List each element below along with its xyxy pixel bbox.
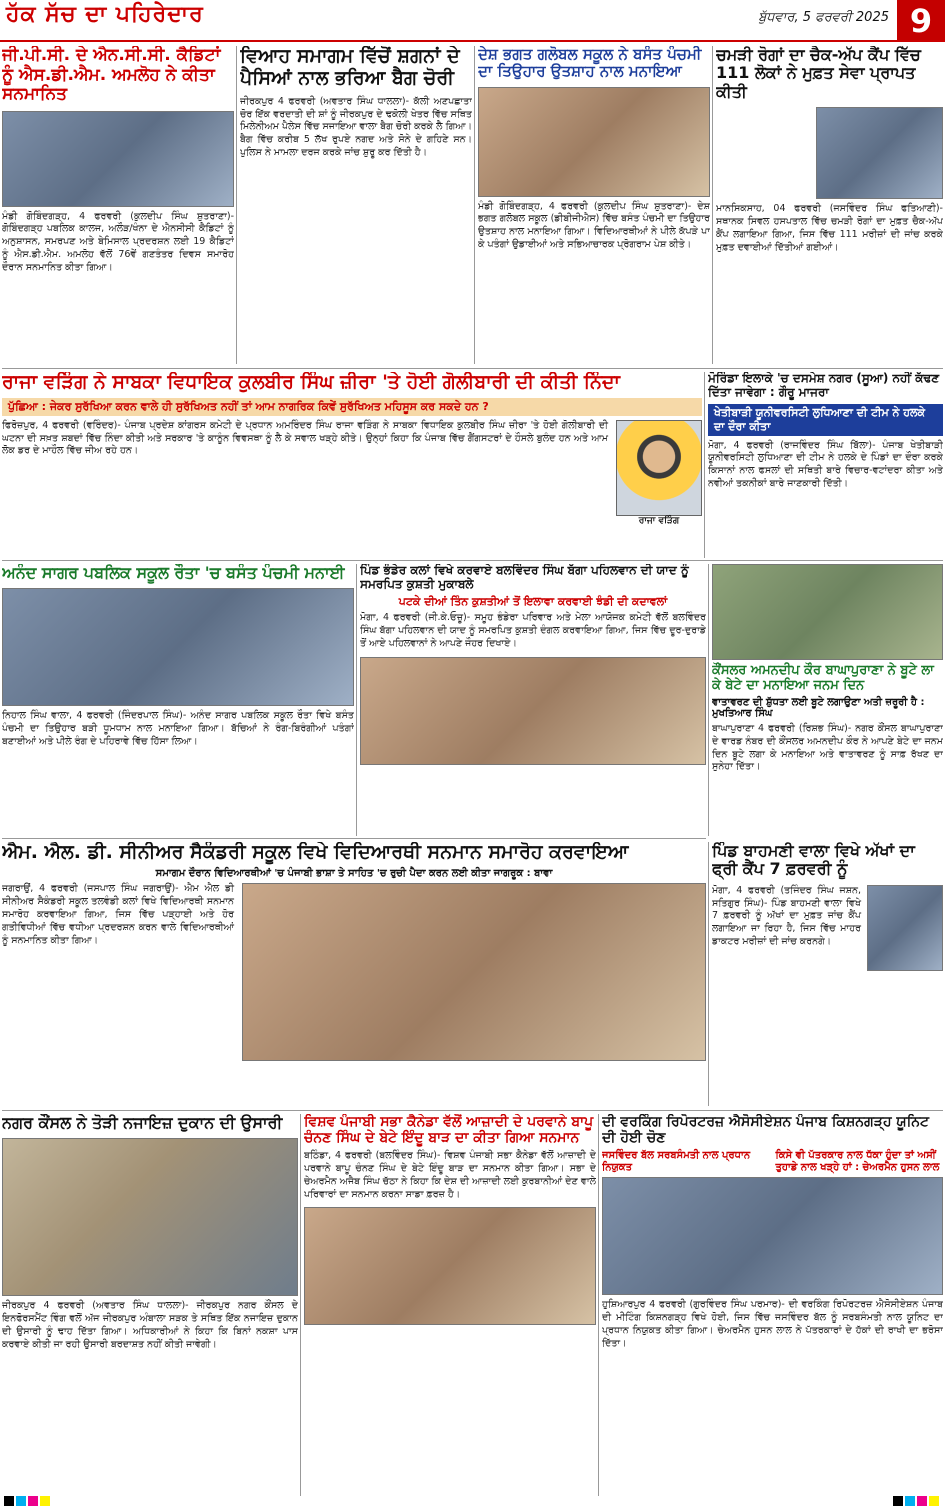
subheadline-left: ਜਸਵਿੰਦਰ ਬੱਲ ਸਰਬਸੰਮਤੀ ਨਾਲ ਪ੍ਰਧਾਨ ਨਿਯੁਕਤ [602, 1150, 751, 1173]
issue-date: ਬੁੱਧਵਾਰ, 5 ਫਰਵਰੀ 2025 [758, 10, 889, 25]
article-anand-sagar [2, 564, 354, 836]
subheadline: ਸਮਾਗਮ ਦੌਰਾਨ ਵਿਦਿਆਰਥੀਆਂ 'ਚ ਪੰਜਾਬੀ ਭਾਸ਼ਾ ਤੇ ਸਾਹਿਤ 'ਚ ਰੁਚੀ ਪੈਦਾ ਕਰਨ ਲਈ ਕੀਤਾ ਜਾਗਰੂਕ : ਬਾਵਾ [155, 867, 553, 879]
article-firing-condemned [2, 372, 702, 558]
newspaper-title: ਹੱਕ ਸੱਚ ਦਾ ਪਹਿਰੇਦਾਰ [6, 2, 204, 27]
article-reporters-election [602, 1114, 943, 1496]
wrestling-photo [360, 657, 706, 765]
registration-marks [0, 1496, 945, 1507]
masthead [0, 0, 945, 42]
article-body: ਮਾਨਸਿਕਸਾਹ, 04 ਫਰਵਰੀ (ਜਸਵਿੰਦਰ ਸਿੰਘ ਫਤਿਆਣੀ)- ਸਥਾਨਕ ਸਿਵਲ ਹਸਪਤਾਲ ਵਿੱਚ ਚਮੜੀ ਰੋਗਾਂ ਦਾ ਮੁਫ਼ਤ ਚੈਕ-ਅੱਪ ਕੈਂਪ ਲਗਾਇਆ ਗਿਆ, ਜਿਸ ਵਿੱਚ 111 ਮਰੀਜ਼ਾਂ ਦੀ ਜਾਂਚ ਕਰਕੇ ਮੁਫ਼ਤ ਦਵਾਈਆਂ ਦਿੱਤੀਆਂ ਗਈਆਂ। [716, 203, 943, 253]
headline: ਚਮੜੀ ਰੋਗਾਂ ਦਾ ਚੈਕ-ਅੱਪ ਕੈਂਪ ਵਿੱਚ 111 ਲੋਕਾਂ ਨੇ ਮੁਫ਼ਤ ਸੇਵਾ ਪ੍ਰਾਪਤ ਕੀਤੀ [716, 46, 921, 101]
reporters-group-photo [602, 1177, 943, 1295]
article-body: ਮੋਗਾ, 4 ਫਰਵਰੀ (ਤਜਿੰਦਰ ਸਿੰਘ ਜਸ਼ਨ, ਸਤਿਗੁਰ ਸਿੰਘ)- ਪਿੰਡ ਬਾਹਮਣੀ ਵਾਲਾ ਵਿਖੇ 7 ਫ਼ਰਵਰੀ ਨੂੰ ਅੱਖਾਂ ਦਾ ਮੁਫ਼ਤ ਜਾਂਚ ਕੈਂਪ ਲਗਾਇਆ ਜਾ ਰਿਹਾ ਹੈ, ਜਿਸ ਵਿੱਚ ਮਾਹਰ ਡਾਕਟਰ ਮਰੀਜ਼ਾਂ ਦੀ ਜਾਂਚ ਕਰਨਗੇ। [712, 884, 861, 948]
camp-photo [816, 107, 943, 199]
tree-planting-photo [712, 564, 943, 660]
article-sidhu-statement [708, 372, 943, 558]
headline: ਐਮ. ਐਲ. ਡੀ. ਸੀਨੀਅਰ ਸੈਕੰਡਰੀ ਸਕੂਲ ਵਿਖੇ ਵਿਦਿਆਰਥੀ ਸਨਮਾਨ ਸਮਾਰੋਹ ਕਰਵਾਇਆ [2, 842, 629, 863]
article-body: ਜਗਰਾਉਂ, 4 ਫਰਵਰੀ (ਜਸਪਾਲ ਸਿੰਘ ਜਗਰਾਉਂ)- ਐਮ ਐਲ ਡੀ ਸੀਨੀਅਰ ਸੈਕੰਡਰੀ ਸਕੂਲ ਤਲਵੰਡੀ ਕਲਾਂ ਵਿਖੇ ਵਿਦਿਆਰਥੀ ਸਨਮਾਨ ਸਮਾਰੋਹ ਕਰਵਾਇਆ ਗਿਆ, ਜਿਸ ਵਿੱਚ ਪੜ੍ਹਾਈ ਅਤੇ ਹੋਰ ਗਤੀਵਿਧੀਆਂ ਵਿੱਚ ਵਧੀਆ ਪ੍ਰਦਰਸ਼ਨ ਕਰਨ ਵਾਲੇ ਵਿਦਿਆਰਥੀਆਂ ਨੂੰ ਸਨਮਾਨਿਤ ਕੀਤਾ ਗਿਆ। [2, 883, 234, 946]
article-body: ਮੋਗਾ, 4 ਫਰਵਰੀ (ਰਾਜਵਿੰਦਰ ਸਿੰਘ ਬਿੱਲਾ)- ਪੰਜਾਬ ਖੇਤੀਬਾੜੀ ਯੂਨੀਵਰਸਿਟੀ ਲੁਧਿਆਣਾ ਦੀ ਟੀਮ ਨੇ ਹਲਕੇ ਦੇ ਪਿੰਡਾਂ ਦਾ ਦੌਰਾ ਕਰਕੇ ਕਿਸਾਨਾਂ ਨਾਲ ਫਸਲਾਂ ਦੀ ਸਥਿਤੀ ਬਾਰੇ ਵਿਚਾਰ-ਵਟਾਂਦਰਾ ਕੀਤਾ ਅਤੇ ਨਵੀਆਂ ਤਕਨੀਕਾਂ ਬਾਰੇ ਜਾਣਕਾਰੀ ਦਿੱਤੀ। [708, 439, 943, 490]
headline: ਰਾਜਾ ਵੜਿੰਗ ਨੇ ਸਾਬਕਾ ਵਿਧਾਇਕ ਕੁਲਬੀਰ ਸਿੰਘ ਜ਼ੀਰਾ 'ਤੇ ਹੋਈ ਗੋਲੀਬਾਰੀ ਦੀ ਕੀਤੀ ਨਿੰਦਾ [2, 372, 620, 393]
headline: ਮੋਰਿੰਡਾ ਇਲਾਕੇ 'ਚ ਦਸਮੇਸ਼ ਨਗਰ (ਸੂਆ) ਨਹੀਂ ਕੱਢਣ ਦਿੱਤਾ ਜਾਵੇਗਾ : ਗੌਰੂ ਮਾਜਰਾ [708, 372, 940, 399]
article-body: ਮੋਗਾ, 4 ਫਰਵਰੀ (ਜੀ.ਕੇ.ਓਜ਼ੂ)- ਸਮੂਹ ਭੰਡੇਰਾ ਪਰਿਵਾਰ ਅਤੇ ਮੇਲਾ ਆਯੋਜਕ ਕਮੇਟੀ ਵੱਲੋਂ ਬਲਵਿੰਦਰ ਸਿੰਘ ਬੱਗਾ ਪਹਿਲਵਾਨ ਦੀ ਯਾਦ ਨੂੰ ਸਮਰਪਿਤ ਕੁਸ਼ਤੀ ਦੰਗਲ ਕਰਵਾਇਆ ਗਿਆ, ਜਿਸ ਵਿੱਚ ਦੂਰ-ਦੁਰਾਡੇ ਤੋਂ ਆਏ ਪਹਿਲਵਾਨਾਂ ਨੇ ਆਪਣੇ ਜੌਹਰ ਦਿਖਾਏ। [360, 612, 706, 649]
article-body: ਫਿਰੋਜ਼ਪੁਰ, 4 ਫਰਵਰੀ (ਵਰਿੰਦਰ)- ਪੰਜਾਬ ਪ੍ਰਦੇਸ਼ ਕਾਂਗਰਸ ਕਮੇਟੀ ਦੇ ਪ੍ਰਧਾਨ ਅਮਰਿੰਦਰ ਸਿੰਘ ਰਾਜਾ ਵੜਿੰਗ ਨੇ ਸਾਬਕਾ ਵਿਧਾਇਕ ਕੁਲਬੀਰ ਸਿੰਘ ਜ਼ੀਰਾ 'ਤੇ ਹੋਈ ਗੋਲੀਬਾਰੀ ਦੀ ਘਟਨਾ ਦੀ ਸਖ਼ਤ ਸ਼ਬਦਾਂ ਵਿੱਚ ਨਿੰਦਾ ਕੀਤੀ ਅਤੇ ਸਰਕਾਰ 'ਤੇ ਕਾਨੂੰਨ ਵਿਵਸਥਾ ਨੂੰ ਲੈ ਕੇ ਸਵਾਲ ਖੜ੍ਹੇ ਕੀਤੇ। ਉਨ੍ਹਾਂ ਕਿਹਾ ਕਿ ਪੰਜਾਬ ਵਿੱਚ ਗੈਂਗਸਟਰਾਂ ਦੇ ਹੌਸਲੇ ਬੁਲੰਦ ਹਨ ਅਤੇ ਆਮ ਲੋਕ ਡਰ ਦੇ ਮਾਹੌਲ ਵਿੱਚ ਜੀਅ ਰਹੇ ਹਨ। [2, 419, 608, 457]
article-skin-camp [716, 46, 943, 366]
portrait-photo [616, 420, 702, 516]
ncc-photo [2, 111, 234, 207]
headline: ਦੇਸ਼ ਭਗਤ ਗਲੋਬਲ ਸਕੂਲ ਨੇ ਬਸੰਤ ਪੰਚਮੀ ਦਾ ਤਿਉਹਾਰ ਉਤਸ਼ਾਹ ਨਾਲ ਮਨਾਇਆ [478, 46, 702, 81]
headline: ਦੀ ਵਰਕਿੰਗ ਰਿਪੋਰਟਰਜ਼ ਐਸੋਸੀਏਸ਼ਨ ਪੰਜਾਬ ਕਿਸ਼ਨਗੜ੍ਹ ਯੂਨਿਟ ਦੀ ਹੋਈ ਚੋਣ [602, 1114, 929, 1147]
article-wrestling [360, 564, 706, 836]
headline: ਜੀ.ਪੀ.ਸੀ. ਦੇ ਐਨ.ਸੀ.ਸੀ. ਕੈਡਿਟਾਂ ਨੂੰ ਐਸ.ਡੀ.ਐਮ. ਅਮਲੋਹ ਨੇ ਕੀਤਾ ਸਨਮਾਨਿਤ [2, 46, 221, 105]
article-councillor-trees [712, 564, 943, 836]
article-ncc [2, 46, 234, 366]
ceremony-photo [242, 883, 706, 1061]
article-wedding-theft [240, 46, 472, 366]
subheadline: ਪਟਕੇ ਦੀਆਂ ਤਿੰਨ ਕੁਸ਼ਤੀਆਂ ਤੋਂ ਇਲਾਵਾ ਕਰਵਾਈ ਝੰਡੀ ਦੀ ਕਦਾਵਲਾਂ [398, 594, 668, 608]
page-number: 9 [897, 0, 945, 42]
pau-headline: ਖੇਤੀਬਾੜੀ ਯੂਨੀਵਰਸਿਟੀ ਲੁਧਿਆਣਾ ਦੀ ਟੀਮ ਨੇ ਹਲਕੇ ਦਾ ਦੌਰਾ ਕੀਤਾ [708, 404, 943, 436]
demolition-photo [2, 1138, 298, 1296]
headline: ਅਨੰਦ ਸਾਗਰ ਪਬਲਿਕ ਸਕੂਲ ਰੌਤਾ 'ਚ ਬਸੰਤ ਪੰਚਮੀ ਮਨਾਈ [2, 564, 345, 582]
kites-photo [478, 87, 710, 197]
headline: ਕੌਂਸਲਰ ਅਮਨਦੀਪ ਕੌਰ ਬਾਘਾਪੁਰਾਣਾ ਨੇ ਬੂਟੇ ਲਾ ਕੇ ਬੇਟੇ ਦਾ ਮਨਾਇਆ ਜਨਮ ਦਿਨ [712, 663, 934, 693]
headline: ਵਿਆਹ ਸਮਾਗਮ ਵਿੱਚੋਂ ਸ਼ਗਨਾਂ ਦੇ ਪੈਸਿਆਂ ਨਾਲ ਭਰਿਆ ਬੈਗ ਚੋਰੀ [240, 46, 460, 89]
article-body: ਮੰਡੀ ਗੋਬਿੰਦਗੜ੍ਹ, 4 ਫਰਵਰੀ (ਕੁਲਦੀਪ ਸਿੰਘ ਸ਼ੁਤਰਾਣਾ)- ਦੇਸ਼ ਭਗਤ ਗਲੋਬਲ ਸਕੂਲ (ਡੀਬੀਜੀਐਸ) ਵਿੱਚ ਬਸੰਤ ਪੰਚਮੀ ਦਾ ਤਿਉਹਾਰ ਉਤਸ਼ਾਹ ਨਾਲ ਮਨਾਇਆ ਗਿਆ। ਵਿਦਿਆਰਥੀਆਂ ਨੇ ਪੀਲੇ ਕੱਪੜੇ ਪਾ ਕੇ ਪਤੰਗਾਂ ਉਡਾਈਆਂ ਅਤੇ ਸਭਿਆਚਾਰਕ ਪ੍ਰੋਗਰਾਮ ਪੇਸ਼ ਕੀਤੇ। [478, 200, 710, 250]
headline: ਨਗਰ ਕੌਂਸਲ ਨੇ ਤੋੜੀ ਨਜਾਇਜ਼ ਦੁਕਾਨ ਦੀ ਉਸਾਰੀ [2, 1114, 283, 1132]
headline: ਵਿਸ਼ਵ ਪੰਜਾਬੀ ਸਭਾ ਕੈਨੇਡਾ ਵੱਲੋਂ ਆਜ਼ਾਦੀ ਦੇ ਪਰਵਾਨੇ ਬਾਪੂ ਚੰਨਣ ਸਿੰਘ ਦੇ ਬੇਟੇ ਇੰਦੂ ਬਾੜ ਦਾ ਕੀਤਾ ਗਿਆ ਸਨਮਾਨ [304, 1114, 594, 1147]
article-basant-global-school [478, 46, 710, 366]
kites-group-photo [2, 588, 354, 706]
headline: ਪਿੰਡ ਭੰਡੇਰ ਕਲਾਂ ਵਿਖੇ ਕਰਵਾਏ ਬਲਵਿੰਦਰ ਸਿੰਘ ਬੱਗਾ ਪਹਿਲਵਾਨ ਦੀ ਯਾਦ ਨੂੰ ਸਮਰਪਿਤ ਕੁਸ਼ਤੀ ਮੁਕਾਬਲੇ [360, 564, 689, 591]
photo-caption: ਰਾਜਾ ਵੜਿੰਗ [638, 515, 680, 526]
article-eye-camp [712, 842, 943, 1106]
honour-photo [304, 1207, 596, 1325]
article-ml-dav-school [2, 842, 706, 1108]
article-body: ਜੀਰਕਪੁਰ 4 ਫਰਵਰੀ (ਅਵਤਾਰ ਸਿੰਘ ਧਾਲਲਾ)- ਜੀਰਕਪੁਰ ਨਗਰ ਕੌਂਸਲ ਦੇ ਇਨਫੋਰਸਮੈਂਟ ਵਿੰਗ ਵਲੋਂ ਅੱਜ ਜੀਰਕਪੁਰ ਅੰਬਾਲਾ ਸੜਕ ਤੇ ਸਥਿਤ ਇੱਕ ਨਜਾਇਜ਼ ਦੁਕਾਨ ਦੀ ਉਸਾਰੀ ਨੂੰ ਢਾਹ ਦਿੱਤਾ ਗਿਆ। ਅਧਿਕਾਰੀਆਂ ਨੇ ਕਿਹਾ ਕਿ ਬਿਨਾਂ ਨਕਸ਼ਾ ਪਾਸ ਕਰਵਾਏ ਕੀਤੀ ਜਾ ਰਹੀ ਉਸਾਰੀ ਬਰਦਾਸ਼ਤ ਨਹੀਂ ਕੀਤੀ ਜਾਵੇਗੀ। [2, 1300, 298, 1350]
subheadline: ਵਾਤਾਵਰਣ ਦੀ ਸ਼ੁੱਧਤਾ ਲਈ ਬੂਟੇ ਲਗਾਉਣਾ ਅਤੀ ਜ਼ਰੂਰੀ ਹੈ : ਮੁਖਤਿਆਰ ਸਿੰਘ [712, 696, 925, 720]
subheadline: ਪੁੱਛਿਆ : ਜੇਕਰ ਸੁਰੱਖਿਆ ਕਰਨ ਵਾਲੇ ਹੀ ਸੁਰੱਖਿਅਤ ਨਹੀਂ ਤਾਂ ਆਮ ਨਾਗਰਿਕ ਕਿਵੇਂ ਸੁਰੱਖਿਅਤ ਮਹਿਸੂਸ ਕਰ ਸਕਦੇ ਹਨ ? [2, 398, 702, 416]
article-body: ਹੁਸ਼ਿਆਰਪੁਰ 4 ਫਰਵਰੀ (ਗੁਰਵਿੰਦਰ ਸਿੰਘ ਪਰਮਾਰ)- ਦੀ ਵਰਕਿੰਗ ਰਿਪੋਰਟਰਜ਼ ਐਸੋਸੀਏਸ਼ਨ ਪੰਜਾਬ ਦੀ ਮੀਟਿੰਗ ਕਿਸ਼ਨਗੜ੍ਹ ਵਿਖੇ ਹੋਈ, ਜਿਸ ਵਿੱਚ ਜਸਵਿੰਦਰ ਬੱਲ ਨੂੰ ਸਰਬਸੰਮਤੀ ਨਾਲ ਯੂਨਿਟ ਦਾ ਪ੍ਰਧਾਨ ਨਿਯੁਕਤ ਕੀਤਾ ਗਿਆ। ਚੇਅਰਮੈਨ ਹੁਸਨ ਲਾਲ ਨੇ ਪੱਤਰਕਾਰਾਂ ਦੇ ਹੱਕਾਂ ਦੀ ਰਾਖੀ ਦਾ ਭਰੋਸਾ ਦਿੱਤਾ। [602, 1299, 943, 1349]
article-body: ਮੰਡੀ ਗੋਬਿੰਦਗੜ੍ਹ, 4 ਫਰਵਰੀ (ਕੁਲਦੀਪ ਸਿੰਘ ਸ਼ੁਤਰਾਣਾ)- ਗੋਬਿੰਦਗੜ੍ਹ ਪਬਲਿਕ ਕਾਲਜ, ਅਲੌੜ/ਖੰਨਾ ਦੇ ਐਨਸੀਸੀ ਕੈਡਿਟਾਂ ਨੂੰ ਅਨੁਸ਼ਾਸਨ, ਸਮਰਪਣ ਅਤੇ ਬੇਮਿਸਾਲ ਪ੍ਰਦਰਸ਼ਨ ਲਈ 19 ਕੈਡਿਟਾਂ ਨੂੰ ਐਸ.ਡੀ.ਐਮ. ਅਮਲੋਹ ਵੱਲੋਂ 76ਵੇਂ ਗਣਤੰਤਰ ਦਿਵਸ ਸਮਾਰੋਹ ਦੌਰਾਨ ਸਨਮਾਨਿਤ ਕੀਤਾ ਗਿਆ। [2, 210, 234, 273]
subheadline-right: ਕਿਸੇ ਵੀ ਪੱਤਰਕਾਰ ਨਾਲ ਧੱਕਾ ਹੁੰਦਾ ਤਾਂ ਅਸੀਂ ਤੁਹਾਡੇ ਨਾਲ ਖੜ੍ਹੇ ਹਾਂ : ਚੇਅਰਮੈਨ ਹੁਸਨ ਲਾਲ [775, 1150, 940, 1173]
article-body: ਬਾਘਾਪੁਰਾਣਾ 4 ਫਰਵਰੀ (ਰਿਸ਼ਭ ਸਿੰਘ)- ਨਗਰ ਕੌਂਸਲ ਬਾਘਾਪੁਰਾਣਾ ਦੇ ਵਾਰਡ ਨੰਬਰ ਦੀ ਕੌਂਸਲਰ ਅਮਨਦੀਪ ਕੌਰ ਨੇ ਆਪਣੇ ਬੇਟੇ ਦਾ ਜਨਮ ਦਿਨ ਬੂਟੇ ਲਗਾ ਕੇ ਮਨਾਇਆ ਅਤੇ ਵਾਤਾਵਰਣ ਨੂੰ ਸਾਫ਼ ਰੱਖਣ ਦਾ ਸੁਨੇਹਾ ਦਿੱਤਾ। [712, 722, 943, 773]
article-encroachment [2, 1114, 298, 1496]
headline: ਪਿੰਡ ਬਾਹਮਣੀ ਵਾਲਾ ਵਿਖੇ ਅੱਖਾਂ ਦਾ ਫ੍ਰੀ ਕੈਂਪ 7 ਫ਼ਰਵਰੀ ਨੂੰ [712, 842, 915, 879]
article-body: ਜੀਰਕਪੁਰ 4 ਫਰਵਰੀ (ਅਵਤਾਰ ਸਿੰਘ ਧਾਲਲਾ)- ਕੱਲੀ ਅਣਪਛਾਤਾ ਚੋਰ ਇੱਕ ਵਰਦਾਤੀ ਦੀ ਸ਼ਾਂ ਨੂੰ ਜੀਰਕਪੁਰ ਦੇ ਢਕੋਲੀ ਖੇਤਰ ਵਿੱਚ ਸਥਿਤ ਮਿਲੇਨੀਅਮ ਪੈਲੇਸ ਵਿੱਚ ਸਜਾਇਆ ਵਾਲਾ ਬੈਗ ਚੋਰੀ ਕਰਕੇ ਲੈ ਗਿਆ। ਬੈਗ ਵਿੱਚ ਕਰੀਬ 5 ਲੱਖ ਰੁਪਏ ਨਗਦ ਅਤੇ ਸੋਨੇ ਦੇ ਗਹਿਣੇ ਸਨ। ਪੁਲਿਸ ਨੇ ਮਾਮਲਾ ਦਰਜ ਕਰਕੇ ਜਾਂਚ ਸ਼ੁਰੂ ਕਰ ਦਿੱਤੀ ਹੈ। [240, 95, 472, 158]
article-body: ਬਠਿੰਡਾ, 4 ਫਰਵਰੀ (ਬਲਵਿੰਦਰ ਸਿੰਘ)- ਵਿਸ਼ਵ ਪੰਜਾਬੀ ਸਭਾ ਕੈਨੇਡਾ ਵੱਲੋਂ ਆਜ਼ਾਦੀ ਦੇ ਪਰਵਾਨੇ ਬਾਪੂ ਚੰਨਣ ਸਿੰਘ ਦੇ ਬੇਟੇ ਇੰਦੂ ਬਾੜ ਦਾ ਸਨਮਾਨ ਕੀਤਾ ਗਿਆ। ਸਭਾ ਦੇ ਚੇਅਰਮੈਨ ਅਜੈਬ ਸਿੰਘ ਚੱਠਾ ਨੇ ਕਿਹਾ ਕਿ ਦੇਸ਼ ਦੀ ਆਜ਼ਾਦੀ ਲਈ ਕੁਰਬਾਨੀਆਂ ਦੇਣ ਵਾਲੇ ਪਰਿਵਾਰਾਂ ਦਾ ਸਨਮਾਨ ਕਰਨਾ ਸਾਡਾ ਫ਼ਰਜ਼ ਹੈ। [304, 1150, 596, 1200]
article-canada-honour [304, 1114, 596, 1496]
person-photo [867, 885, 943, 971]
article-body: ਨਿਹਾਲ ਸਿੰਘ ਵਾਲਾ, 4 ਫਰਵਰੀ (ਜਿੰਦਰਪਾਲ ਸਿੰਘ)- ਅਨੰਦ ਸਾਗਰ ਪਬਲਿਕ ਸਕੂਲ ਰੌਤਾ ਵਿਖੇ ਬਸੰਤ ਪੰਚਮੀ ਦਾ ਤਿਉਹਾਰ ਬੜੀ ਧੂਮਧਾਮ ਨਾਲ ਮਨਾਇਆ ਗਿਆ। ਬੱਚਿਆਂ ਨੇ ਰੰਗ-ਬਿਰੰਗੀਆਂ ਪਤੰਗਾਂ ਬਣਾਈਆਂ ਅਤੇ ਪੀਲੇ ਰੰਗ ਦੇ ਪਹਿਰਾਵੇ ਵਿੱਚ ਹਿੱਸਾ ਲਿਆ। [2, 710, 354, 748]
